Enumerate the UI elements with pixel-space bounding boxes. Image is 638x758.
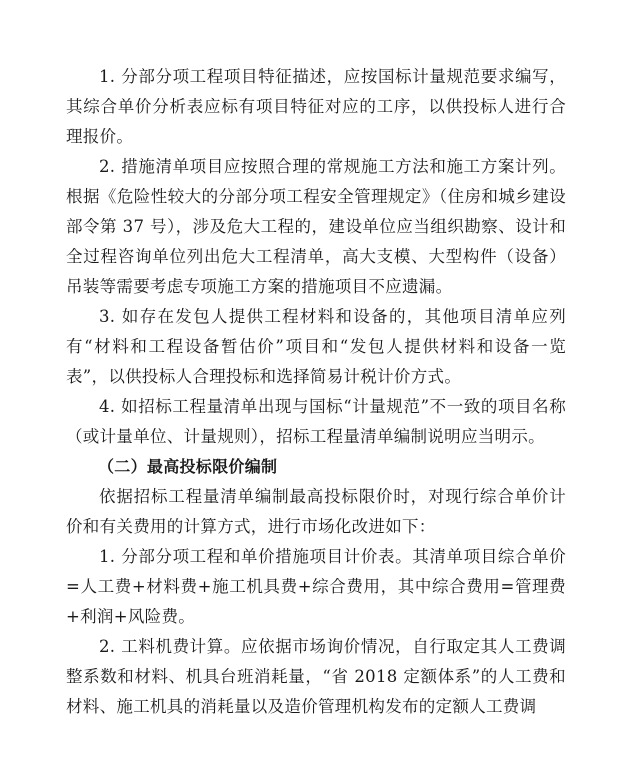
paragraph-item-4: 4. 如招标工程量清单出现与国标“计量规范”不一致的项目名称（或计量单位、计量规则），招标工程量清单编制说明应当明示。 xyxy=(66,397,566,446)
paragraph-item-3: 3. 如存在发包人提供工程材料和设备的，其他项目清单应列有“材料和工程设备暂估价”项目和“发包人提供材料和设备一览表”，以供投标人合理投标和选择简易计税计价方式。 xyxy=(66,307,566,386)
paragraph-item-2: 2. 措施清单项目应按照合理的常规施工方法和施工方案计列。根据《危险性较大的分部分项工程安全管理规定》（住房和城乡建设部令第 37 号），涉及危大工程的，建设单位应当组织勘察、设计和全过程咨询单位列出危大工程清单，高大支模、大型构件（设备）吊装等需要考虑专项施工方案的措施项目不应遗漏。 xyxy=(66,157,566,296)
section-paragraph-item-2: 2. 工料机费计算。应依据市场询价情况，自行取定其人工费调整系数和材料、机具台班消耗量，“省 2018 定额体系”的人工费和材料、施工机具的消耗量以及造价管理机构发布的定额人工费调 xyxy=(66,637,566,716)
section-heading: （二）最高投标限价编制 xyxy=(98,457,278,476)
document-page xyxy=(66,62,566,722)
section-intro-paragraph: 依据招标工程量清单编制最高投标限价时，对现行综合单价计价和有关费用的计算方式，进行市场化改进如下： xyxy=(66,487,566,536)
section-paragraph-item-1: 1. 分部分项工程和单价措施项目计价表。其清单项目综合单价=人工费+材料费+施工机具费+综合费用，其中综合费用=管理费+利润+风险费。 xyxy=(66,547,566,626)
paragraph-item-1: 1. 分部分项工程项目特征描述，应按国标计量规范要求编写，其综合单价分析表应标有项目特征对应的工序，以供投标人进行合理报价。 xyxy=(66,67,566,146)
